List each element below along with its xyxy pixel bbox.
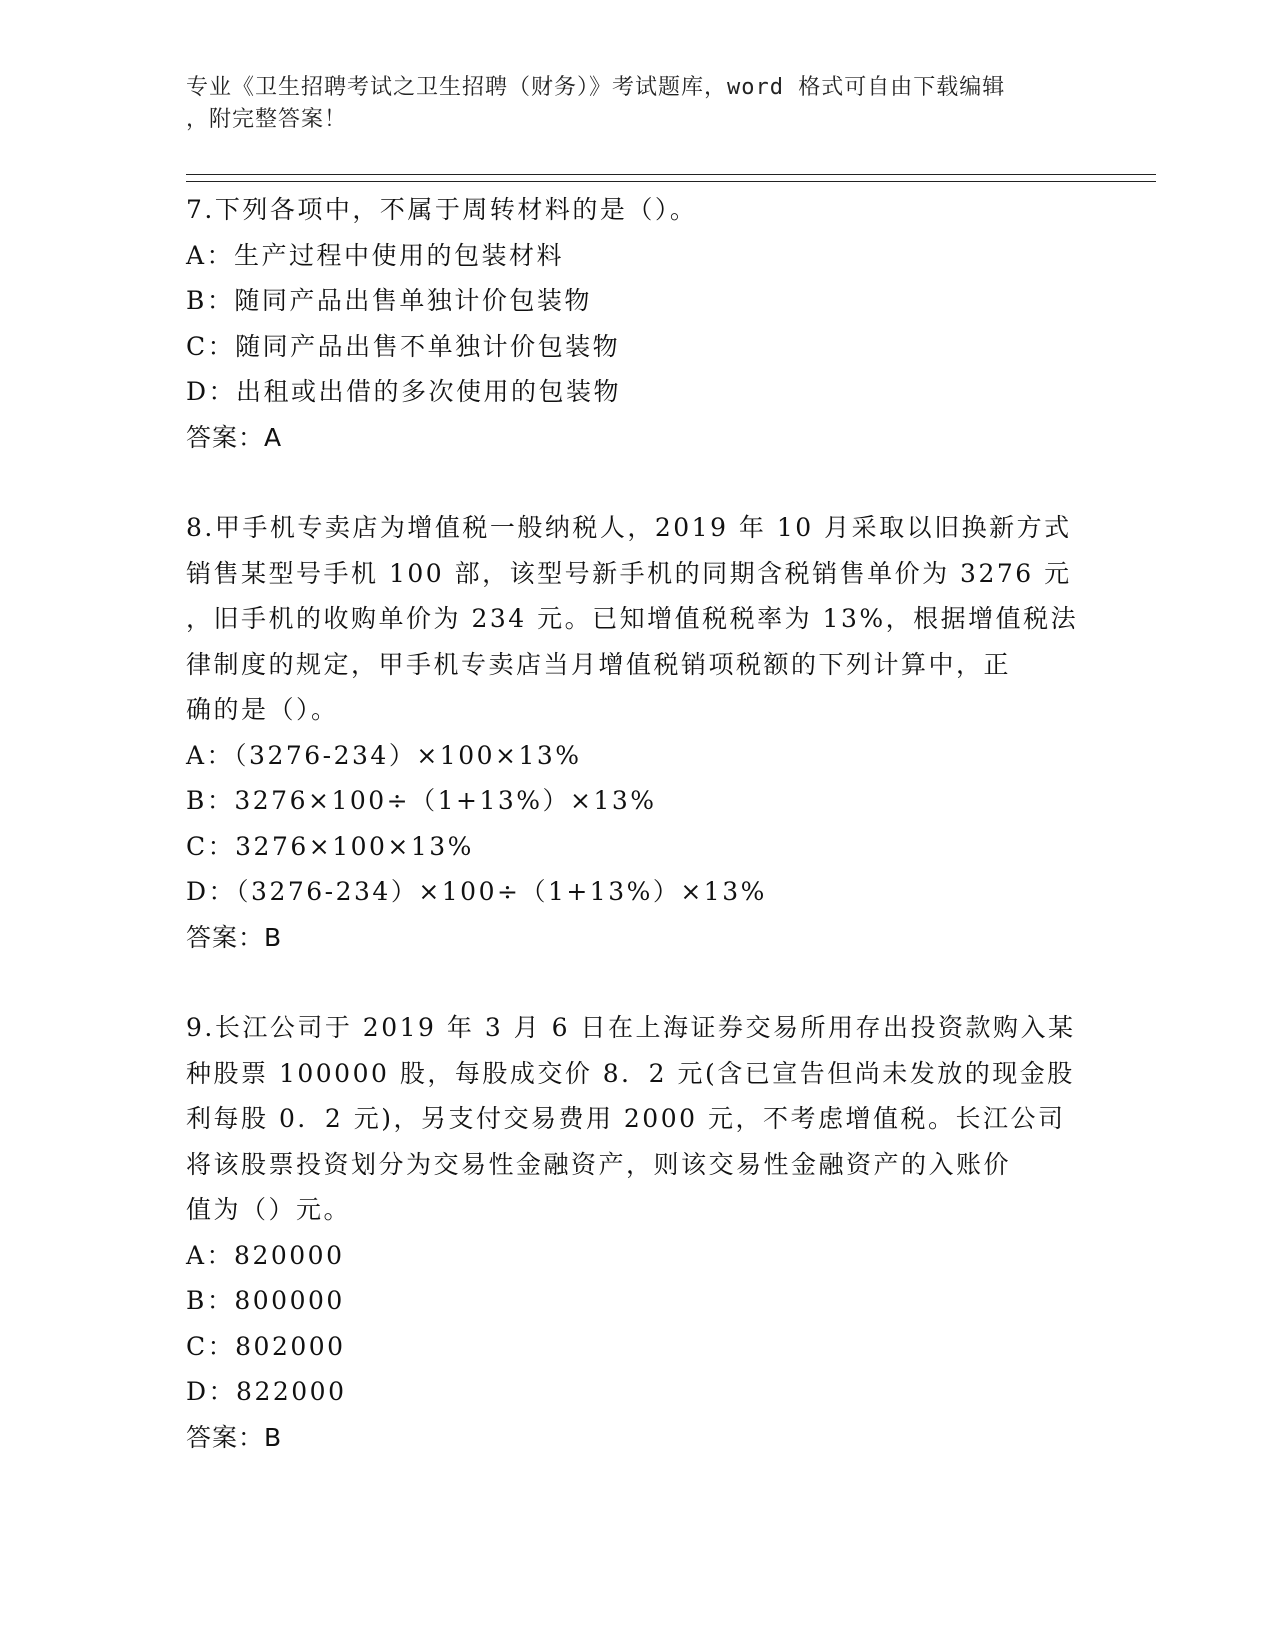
header-divider-bottom (186, 181, 1156, 182)
option-d: D：（3276-234）×100÷（1+13%）×13% (186, 877, 767, 906)
question-9 (186, 1005, 1086, 1460)
question-stem-line-3: 利每股 0．2 元)，另支付交易费用 2000 元，不考虑增值税。长江公司 (186, 1104, 1066, 1133)
question-stem: 7.下列各项中，不属于周转材料的是（）。 (186, 195, 698, 224)
header-line-2: ，附完整答案！ (186, 107, 348, 132)
answer-label: 答案：B (186, 1422, 283, 1452)
option-a: A：（3276-234）×100×13% (186, 740, 582, 770)
question-stem-line-4: 律制度的规定，甲手机专卖店当月增值税销项税额的下列计算中，正 (186, 649, 1012, 679)
question-stem-line-3: ，旧手机的收购单价为 234 元。已知增值税税率为 13%，根据增值税法 (186, 604, 1079, 633)
option-b: B：随同产品出售单独计价包装物 (186, 286, 592, 315)
question-list (186, 187, 1086, 1460)
answer-label: 答案：B (186, 922, 283, 952)
option-c: C：802000 (186, 1331, 346, 1361)
question-stem-line-2: 种股票 100000 股，每股成交价 8．2 元(含已宣告但尚未发放的现金股 (186, 1058, 1075, 1088)
question-stem-line-4: 将该股票投资划分为交易性金融资产，则该交易性金融资产的入账价 (186, 1149, 1012, 1179)
option-c: C：随同产品出售不单独计价包装物 (186, 331, 621, 361)
question-stem-line-5: 确的是（）。 (186, 695, 339, 724)
question-stem-line-5: 值为（）元。 (186, 1195, 352, 1224)
document-header (186, 72, 1066, 136)
question-stem-line-2: 销售某型号手机 100 部，该型号新手机的同期含税销售单价为 3276 元 (186, 558, 1072, 588)
option-d: D：822000 (186, 1377, 347, 1406)
question-7 (186, 187, 1086, 460)
question-stem-line-1: 9.长江公司于 2019 年 3 月 6 日在上海证券交易所用存出投资款购入某 (186, 1013, 1076, 1042)
option-b: B：800000 (186, 1286, 345, 1315)
header-line-1: 专业《卫生招聘考试之卫生招聘（财务）》考试题库，word 格式可自由下载编辑 (186, 75, 1006, 100)
option-d: D：出租或出借的多次使用的包装物 (186, 377, 622, 406)
header-divider-top (186, 174, 1156, 175)
option-b: B：3276×100÷（1+13%）×13% (186, 786, 657, 815)
answer-label: 答案：A (186, 422, 283, 452)
question-stem-line-1: 8.甲手机专卖店为增值税一般纳税人，2019 年 10 月采取以旧换新方式 (186, 513, 1072, 542)
question-8 (186, 505, 1086, 960)
option-a: A：820000 (186, 1240, 345, 1270)
option-a: A：生产过程中使用的包装材料 (186, 240, 565, 270)
option-c: C：3276×100×13% (186, 831, 474, 861)
